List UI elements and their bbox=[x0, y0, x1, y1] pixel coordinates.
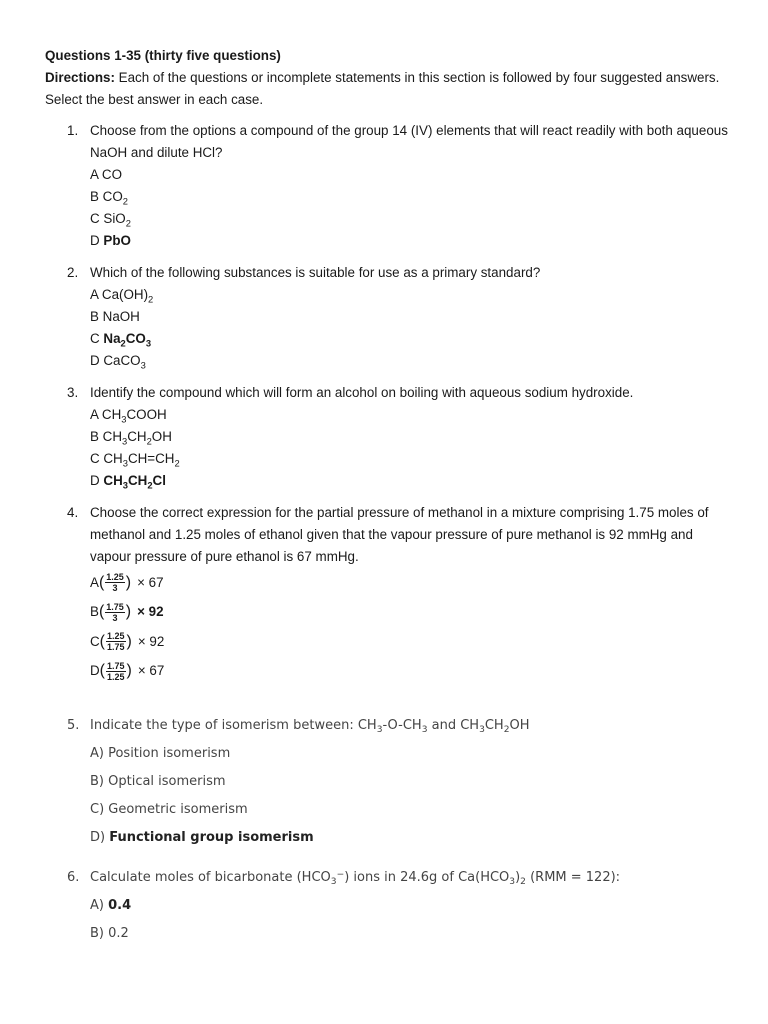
option-c: C $CH_3CH=CH_2$ bbox=[90, 451, 180, 469]
fraction: $\frac{1.25}{3}$ bbox=[106, 572, 124, 594]
option-a: A) Position isomerism bbox=[90, 746, 231, 761]
question-number: 5. bbox=[67, 718, 80, 733]
question-6 bbox=[45, 864, 735, 948]
option-d: D ( $\frac{1.75}{1.25}$ ) × 67 bbox=[90, 660, 165, 682]
option-b: B ( $\frac{1.75}{3}$ ) × 92 bbox=[90, 601, 164, 623]
question-number: 6. bbox=[67, 870, 80, 885]
correct-answer: PbO bbox=[103, 233, 131, 248]
question-3 bbox=[45, 382, 735, 492]
question-number: 3. bbox=[67, 385, 79, 400]
option-b: B $CO_2$ bbox=[90, 189, 128, 207]
option-b: B $CH_3CH_2OH$ bbox=[90, 429, 172, 447]
option-a: A) 0.4 bbox=[90, 898, 132, 913]
exam-page bbox=[45, 45, 735, 948]
option-b: B) 0.2 bbox=[90, 926, 129, 941]
question-4 bbox=[45, 502, 735, 686]
question-1 bbox=[45, 120, 735, 252]
directions-label: Directions: bbox=[45, 70, 115, 85]
option-c: C $Na_2CO_3$ bbox=[90, 331, 152, 349]
correct-answer: Functional group isomerism bbox=[109, 830, 314, 845]
question-text: Which of the following substances is suitable for use as a primary standard? bbox=[90, 265, 541, 280]
option-a: A ( $\frac{1.25}{3}$ ) × 67 bbox=[90, 572, 164, 594]
option-b: B) Optical isomerism bbox=[90, 774, 226, 789]
option-a: A CO bbox=[90, 167, 122, 182]
correct-answer: $Na_2CO_3$ bbox=[103, 331, 152, 349]
option-a: A $Ca(OH)_2$ bbox=[90, 287, 154, 305]
option-d: D) Functional group isomerism bbox=[90, 830, 314, 845]
directions bbox=[45, 67, 735, 111]
section-title: Questions 1-35 (thirty five questions) bbox=[45, 48, 281, 63]
option-b: B NaOH bbox=[90, 309, 140, 324]
directions-text: Each of the questions or incomplete statements in this section is followed by four suggested answers. Select the best answer in each case. bbox=[45, 70, 720, 107]
correct-answer: × 92 bbox=[137, 604, 164, 620]
fraction: $\frac{1.75}{3}$ bbox=[106, 601, 124, 623]
question-number: 2. bbox=[67, 265, 79, 280]
question-number: 4. bbox=[67, 505, 79, 520]
fraction: $\frac{1.25}{1.75}$ bbox=[107, 631, 125, 653]
question-text: Choose from the options a compound of the group 14 (IV) elements that will react readily with both aqueous NaOH and dilute HCl? bbox=[90, 123, 728, 160]
question-2 bbox=[45, 262, 735, 372]
question-5 bbox=[45, 712, 735, 852]
question-text: Choose the correct expression for the partial pressure of methanol in a mixture comprising 1.75 moles of methanol and 1.25 moles of ethanol given that the vapour pressure of pure methanol is 92 mmHg and vapour pressure of pure ethanol is 67 mmHg. bbox=[90, 505, 709, 564]
option-d: D PbO bbox=[90, 233, 131, 248]
correct-answer: 0.4 bbox=[108, 898, 132, 913]
question-text: Calculate moles of bicarbonate $(HCO_3^-)$ ions in 24.6g of $Ca(HCO_3)_2$ (RMM = 122): bbox=[90, 869, 621, 888]
question-text: Indicate the type of isomerism between: $CH_3-O-CH_3$ and $CH_3CH_2OH$ bbox=[90, 718, 530, 736]
question-text: Identify the compound which will form an alcohol on boiling with aqueous sodium hydroxide. bbox=[90, 385, 634, 400]
option-c: C ( $\frac{1.25}{1.75}$ ) × 92 bbox=[90, 631, 165, 653]
option-a: A $CH_3COOH$ bbox=[90, 407, 167, 425]
option-d: D CaCO$_3$ bbox=[90, 353, 146, 371]
fraction: $\frac{1.75}{1.25}$ bbox=[107, 660, 125, 682]
question-number: 1. bbox=[67, 123, 79, 138]
option-c: C) Geometric isomerism bbox=[90, 802, 248, 817]
correct-answer: $CH_3CH_2Cl$ bbox=[103, 473, 166, 491]
option-d: D $CH_3CH_2Cl$ bbox=[90, 473, 166, 491]
option-c: C SiO$_2$ bbox=[90, 211, 131, 229]
